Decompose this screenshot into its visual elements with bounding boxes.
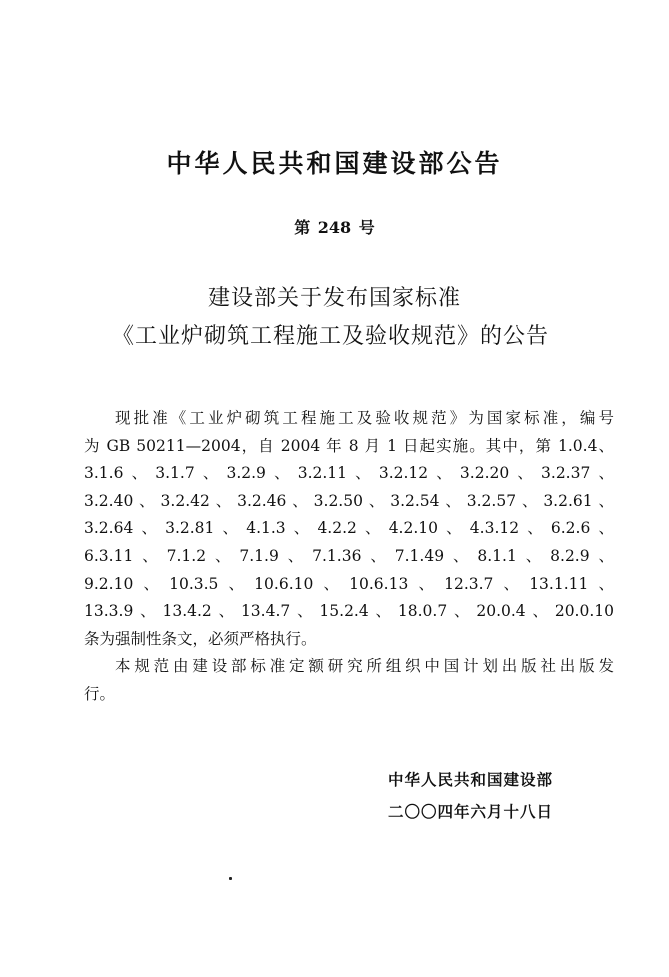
- body-line: 为 GB 50211—2004，自 2004 年 8 月 1 日起实施。其中，第 1.0.4、: [84, 436, 614, 455]
- announcement-number: 第 248 号: [294, 218, 375, 237]
- body-line: 3.2.40、3.2.42、3.2.46、3.2.50、3.2.54、3.2.57、3.2.61、: [84, 491, 614, 510]
- announcement-title: 中华人民共和国建设部公告: [166, 149, 503, 178]
- signature-block: [388, 764, 553, 828]
- body-line: 条为强制性条文，必须严格执行。: [84, 629, 317, 648]
- body-line: 9.2.10、10.3.5、10.6.10、10.6.13、12.3.7、13.1.11、: [84, 574, 614, 593]
- subtitle-line-2: 《工业炉砌筑工程施工及验收规范》的公告: [111, 324, 549, 349]
- body-line: 3.1.6、3.1.7、3.2.9、3.2.11、3.2.12、3.2.20、3.2.37、: [84, 464, 614, 483]
- body-line: 3.2.64、3.2.81、4.1.3、4.2.2、4.2.10、4.3.12、6.2.6、: [84, 519, 614, 538]
- body-line: 行。: [84, 684, 116, 703]
- scan-artifact-mark: [229, 877, 232, 880]
- announcement-body: [84, 405, 614, 709]
- body-line: 本规范由建设部标准定额研究所组织中国计划出版社出版发: [115, 657, 614, 676]
- issuer: 中华人民共和国建设部: [388, 771, 554, 789]
- subtitle-line-1: 建设部关于发布国家标准: [207, 286, 461, 311]
- body-line: 现批准《工业炉砌筑工程施工及验收规范》为国家标准，编号: [115, 409, 614, 427]
- body-line: 6.3.11、7.1.2、7.1.9、7.1.36、7.1.49、8.1.1、8.2.9、: [84, 546, 615, 565]
- issue-date: 二〇〇四年六月十八日: [388, 803, 554, 821]
- body-line: 13.3.9、13.4.2、13.4.7、15.2.4、18.0.7、20.0.4、20.0.10: [84, 602, 614, 621]
